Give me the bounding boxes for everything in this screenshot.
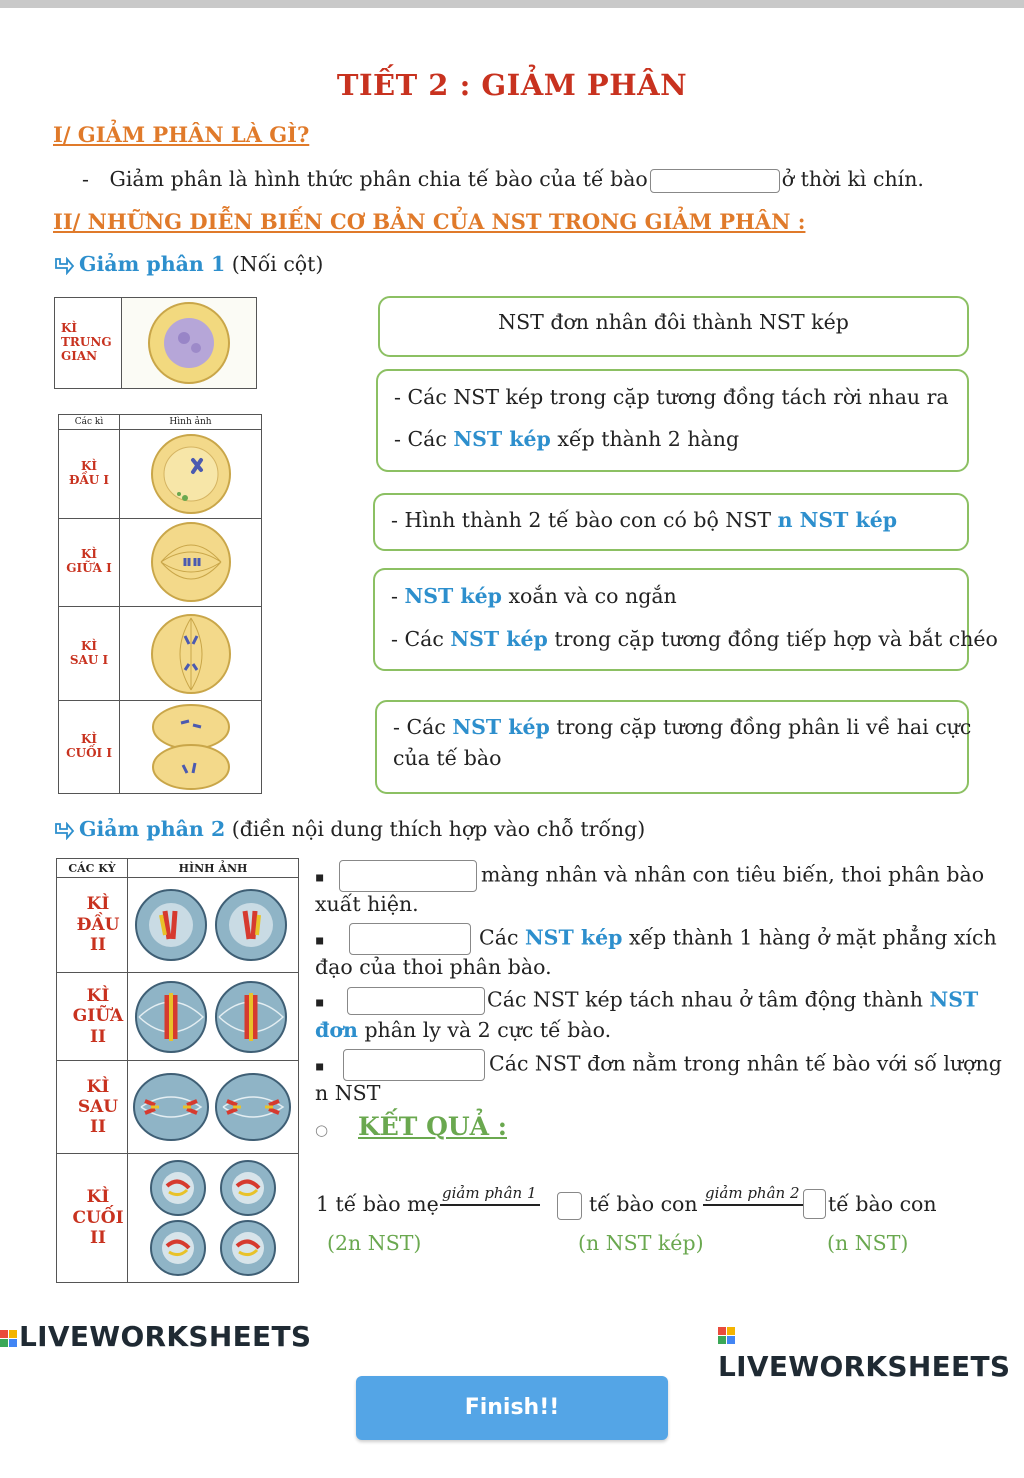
answer-blank-stage[interactable] [339,860,477,892]
logo-icon [0,1330,17,1347]
answer-blank-stage[interactable] [347,987,485,1015]
gp2-col-header-image: HÌNH ẢNH [128,859,299,878]
gp1-stage-image [120,430,262,518]
gp2-stage-label: KÌ CUỐI II [57,1154,128,1283]
gp1-stage-label: KÌ CUỐI I [59,701,120,794]
arrow-label-gp1: giảm phân 1 [442,1184,537,1202]
gp1-stage-label: KÌ GIỮA I [59,518,120,606]
answer-blank-stage[interactable] [343,1049,485,1081]
liveworksheets-logo: LIVEWORKSHEETS [718,1317,1024,1383]
answer-blank-cell-type[interactable] [650,169,780,193]
gp2-item-2: ▪ Các NST kép xếp thành 1 hàng ở mặt phẳng xích [315,923,997,955]
answer-blank-stage[interactable] [349,923,471,955]
gp2-stage-label: KÌ ĐẦU II [57,878,128,973]
arrow-icon [53,822,75,840]
gp2-item-4-cont: n NST [315,1081,381,1105]
result-child-cells-2: tế bào con [828,1192,937,1216]
page-title: TIẾT 2 : GIẢM PHÂN [336,68,688,102]
match-card[interactable]: - Hình thành 2 tế bào con có bộ NST n NST kép [373,493,969,551]
gp2-item-3: ▪ Các NST kép tách nhau ở tâm động thành NST [315,987,978,1015]
gp1-stage-label: KÌ ĐẦU I [59,430,120,518]
gp2-stage-image [128,1061,299,1154]
gp2-stage-table [56,858,299,1283]
arrow-label-gp2: giảm phân 2 [705,1184,800,1202]
section1-heading: I/ GIẢM PHÂN LÀ GÌ? [53,122,310,147]
gp2-item-1-cont: xuất hiện. [315,892,419,916]
gp1-stage-image [120,518,262,606]
arrow-line-gp2 [703,1204,803,1206]
gp2-stage-label: KÌ GIỮA II [57,972,128,1061]
result-sub-2n: (2n NST) [327,1231,422,1255]
gp2-item-3-cont: đơn phân ly và 2 cực tế bào. [315,1018,612,1042]
gp1-heading: Giảm phân 1 (Nối cột) [53,252,323,276]
gp1-col-header-image: Hình ảnh [120,415,262,430]
gp1-col-header-stage: Các kì [59,415,120,430]
gp2-col-header-stage: CÁC KỲ [57,859,128,878]
interphase-label: KÌ TRUNG GIAN [55,298,122,389]
liveworksheets-logo: LIVEWORKSHEETS [0,1320,311,1353]
result-sub-n: (n NST) [827,1231,909,1255]
gp2-heading: Giảm phân 2 (điền nội dung thích hợp vào chỗ trống) [53,817,645,841]
top-border [0,0,1024,8]
gp1-stage-image [120,701,262,794]
answer-blank-count1[interactable] [557,1192,582,1220]
result-mother-cell: 1 tế bào mẹ [316,1192,439,1216]
result-heading: KẾT QUẢ : [358,1112,507,1141]
interphase-image [122,298,257,389]
arrow-line-gp1 [440,1204,540,1206]
gp2-stage-image [128,878,299,973]
section1-sentence: - Giảm phân là hình thức phân chia tế bào của tế bào ở thời kì chín. [82,167,924,191]
interphase-table [54,297,257,389]
gp2-item-2-cont: đạo của thoi phân bào. [315,955,552,979]
gp2-item-4: ▪ Các NST đơn nằm trong nhân tế bào với số lượng [315,1049,1002,1081]
result-bullet: ○ [315,1121,329,1139]
gp2-item-1: ▪ màng nhân và nhân con tiêu biến, thoi phân bào [315,860,984,892]
result-sub-n-kep: (n NST kép) [578,1231,704,1255]
dash: - [82,167,89,191]
gp2-stage-label: KÌ SAU II [57,1061,128,1154]
gp1-stage-image [120,606,262,700]
gp1-stage-table [58,414,262,794]
gp2-stage-image [128,1154,299,1283]
gp2-stage-image [128,972,299,1061]
gp1-stage-label: KÌ SAU I [59,606,120,700]
logo-icon [718,1327,735,1344]
section2-heading: II/ NHỮNG DIỄN BIẾN CƠ BẢN CỦA NST TRONG GIẢM PHÂN : [53,209,806,234]
match-card[interactable]: - Các NST kép trong cặp tương đồng phân li về hai cực của tế bào [375,700,969,794]
result-child-cells-1: tế bào con [589,1192,698,1216]
match-card[interactable]: - Các NST kép trong cặp tương đồng tách rời nhau ra - Các NST kép xếp thành 2 hàng [376,369,969,472]
match-card[interactable]: - NST kép xoắn và co ngắn - Các NST kép trong cặp tương đồng tiếp hợp và bắt chéo [373,568,969,671]
arrow-icon [53,257,75,275]
finish-button[interactable]: Finish!! [356,1376,668,1440]
answer-blank-count2[interactable] [803,1189,826,1219]
match-card[interactable]: NST đơn nhân đôi thành NST kép [378,296,969,357]
